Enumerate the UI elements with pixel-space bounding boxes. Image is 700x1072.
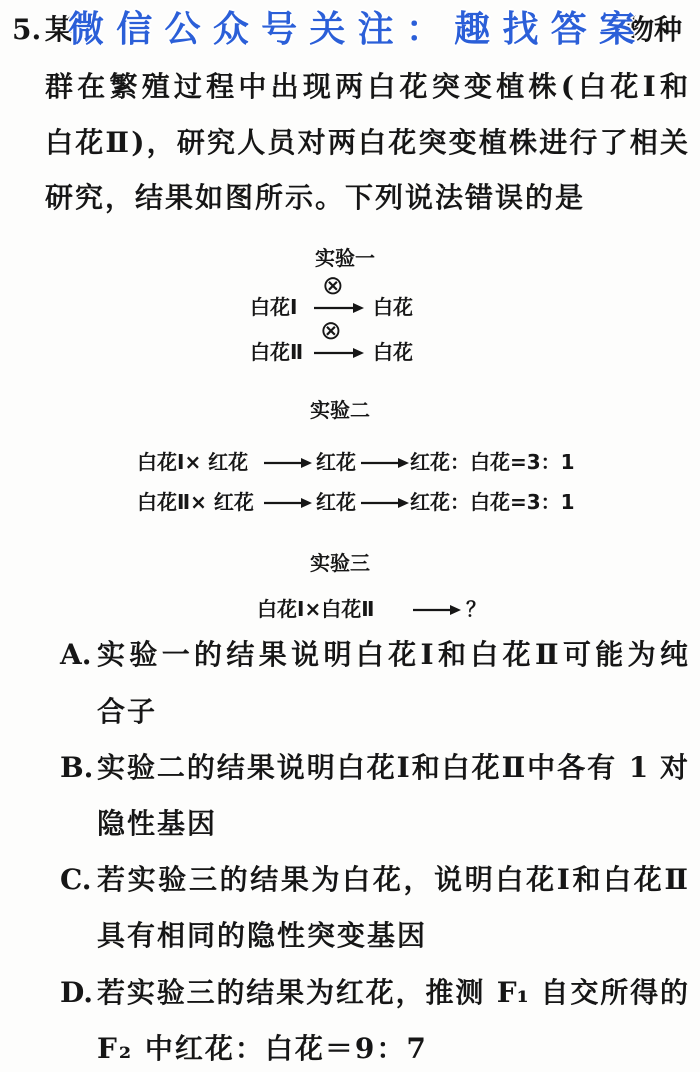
exp2-row1-f2: 红花：白花=3：1 [410,450,575,474]
exp1-row2-result: 白花 [373,340,413,364]
option-d-line-2: F₂ 中红花：白花＝9：7 [97,1032,428,1065]
option-a-line-1: 实验一的结果说明白花Ⅰ和白花Ⅱ可能为纯 [97,638,688,671]
option-a-line-2: 合子 [97,695,158,728]
selfing-symbol-icon: ⊗ [320,316,342,346]
stem-line-2: 群在繁殖过程中出现两白花突变植株(白花Ⅰ和 [45,70,688,103]
exp2-row2-f2: 红花：白花=3：1 [410,490,575,514]
option-d-line-1: 若实验三的结果为红花，推测 F₁ 自交所得的 [97,976,688,1009]
exp1-row1-result: 白花 [373,295,413,319]
selfing-symbol-icon: ⊗ [322,271,344,301]
exp3-cross: 白花Ⅰ×白花Ⅱ [257,597,375,621]
question-number: 5. [12,13,42,46]
exp3-arrow-icon [413,603,461,617]
exp1-row2-arrow-icon [314,346,364,360]
option-a-label: A. [60,638,92,671]
option-c-line-2: 具有相同的隐性突变基因 [97,919,428,952]
stem-line-1-end: 物种 [626,13,683,46]
exp2-row1-cross: 白花Ⅰ× 红花 [137,450,249,474]
exp2-row1-arrow2-icon [361,456,409,470]
stem-line-4: 研究，结果如图所示。下列说法错误的是 [45,181,586,214]
watermark: 微信公众号关注：趣找答案 [68,9,635,50]
stem-line-3: 白花Ⅱ)，研究人员对两白花突变植株进行了相关 [45,126,688,159]
exp3-result: ？ [466,597,486,621]
exp2-row1-arrow1-icon [264,456,312,470]
option-d-label: D. [60,976,94,1009]
option-b-line-2: 隐性基因 [97,807,218,840]
exp2-row2-arrow2-icon [361,496,409,510]
exp2-row1-f1: 红花 [316,450,356,474]
exp1-row1-arrow-icon [314,301,364,315]
exp1-title: 实验一 [315,246,375,270]
stem-line-1-start: 某 [45,13,74,46]
exp2-row2-f1: 红花 [316,490,356,514]
exp1-row2-parent: 白花Ⅱ [250,340,304,364]
exp2-row2-cross: 白花Ⅱ× 红花 [137,490,254,514]
option-b-label: B. [60,751,94,784]
option-b-line-1: 实验二的结果说明白花Ⅰ和白花Ⅱ中各有 1 对 [97,751,688,784]
option-c-label: C. [60,863,92,896]
exp3-title: 实验三 [310,551,370,575]
option-c-line-1: 若实验三的结果为白花，说明白花Ⅰ和白花Ⅱ [97,863,688,896]
exp2-title: 实验二 [310,398,370,422]
exp1-row1-parent: 白花Ⅰ [250,295,298,319]
exp2-row2-arrow1-icon [264,496,312,510]
